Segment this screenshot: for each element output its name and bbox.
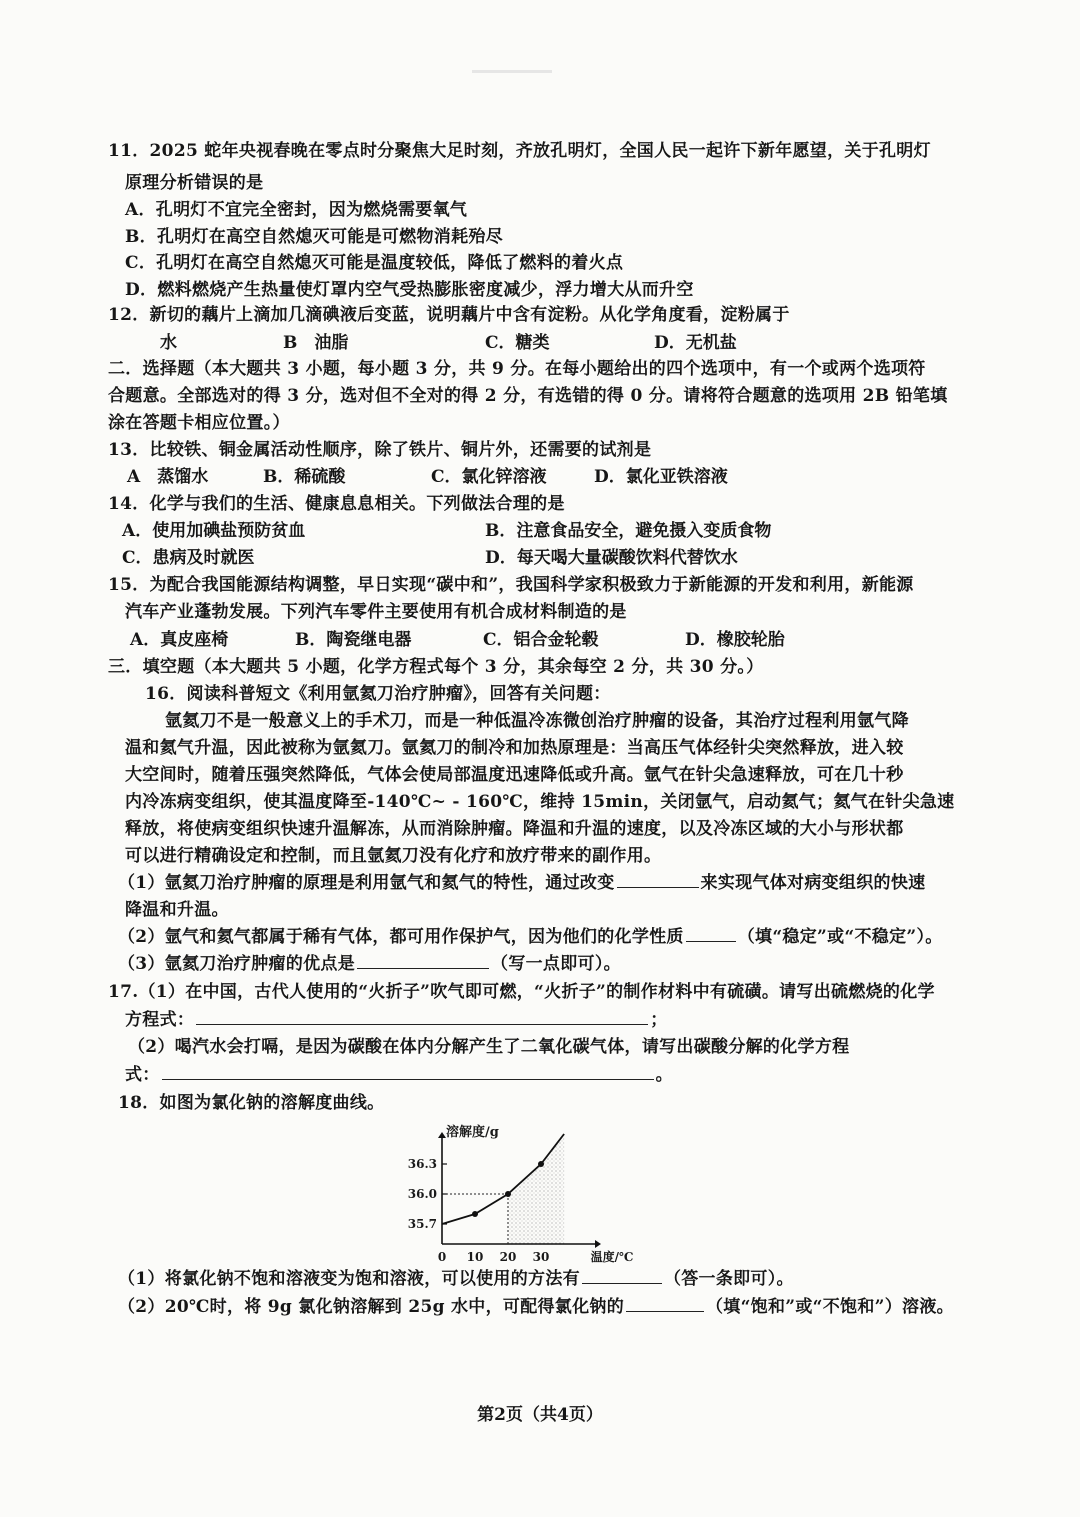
q17-sub1-blank[interactable] bbox=[196, 1010, 648, 1025]
q15-option-d: D．橡胶轮胎 bbox=[685, 630, 785, 650]
q17-sub1: 17.（1）在中国，古代人使用的“火折子”吹气即可燃，“火折子”的制作材料中有硫磺。请写出硫燃烧的化学 bbox=[108, 982, 935, 1002]
q15-option-a: A．真皮座椅 bbox=[130, 630, 229, 650]
x-tick-label: 10 bbox=[466, 1250, 484, 1264]
solubility-chart bbox=[395, 1122, 655, 1272]
q18-sub2-text-cont: （填“饱和”或“不饱和”）溶液。 bbox=[706, 1297, 954, 1317]
q18-sub1-blank[interactable] bbox=[582, 1269, 662, 1284]
page-footer: 第2页（共4页） bbox=[477, 1405, 603, 1425]
q16-sub2-blank[interactable] bbox=[686, 927, 736, 942]
q11-option-b: B．孔明灯在高空自然熄灭可能是可燃物消耗殆尽 bbox=[125, 227, 503, 247]
q17-sub2-end: 。 bbox=[655, 1065, 673, 1085]
q18-sub1-text: （1）将氯化钠不饱和溶液变为饱和溶液，可以使用的方法有 bbox=[118, 1269, 580, 1289]
q15-stem-cont: 汽车产业蓬勃发展。下列汽车零件主要使用有机合成材料制造的是 bbox=[125, 602, 627, 622]
x-tick-label: 30 bbox=[532, 1250, 550, 1264]
data-point bbox=[472, 1211, 478, 1217]
q16-sub3-text: （3）氩氦刀治疗肿瘤的优点是 bbox=[118, 954, 356, 974]
q16-passage-6: 可以进行精确设定和控制，而且氩氦刀没有化疗和放疗带来的副作用。 bbox=[125, 846, 662, 866]
q16-passage-1: 氩氦刀不是一般意义上的手术刀，而是一种低温冷冻微创治疗肿瘤的设备，其治疗过程利用氩气降 bbox=[165, 711, 909, 731]
q13-stem: 13．比较铁、铜金属活动性顺序，除了铁片、铜片外，还需要的试剂是 bbox=[108, 440, 652, 460]
q12-option-c: C．糖类 bbox=[485, 333, 550, 353]
q12-stem: 12．新切的藕片上滴加几滴碘液后变蓝，说明藕片中含有淀粉。从化学角度看，淀粉属于 bbox=[108, 305, 790, 325]
scan-mark bbox=[472, 70, 552, 73]
q17-sub1-label: 方程式： bbox=[125, 1010, 195, 1030]
y-tick-label: 36.0 bbox=[407, 1187, 437, 1201]
q16-intro: 16．阅读科普短文《利用氩氦刀治疗肿瘤》，回答有关问题： bbox=[145, 684, 611, 704]
x-axis-arrow bbox=[595, 1240, 601, 1248]
q17-sub2-label: 式： bbox=[125, 1065, 160, 1085]
q18-sub1-text-cont: （答一条即可）。 bbox=[663, 1269, 794, 1289]
q16-sub1-text-cont: 来实现气体对病变组织的快速 bbox=[700, 873, 926, 893]
q13-option-a: A 蒸馏水 bbox=[127, 467, 209, 487]
data-point bbox=[505, 1191, 511, 1197]
data-point bbox=[538, 1161, 544, 1167]
q18-sub2 bbox=[118, 1296, 954, 1318]
q16-sub2-text: （2）氩气和氦气都属于稀有气体，都可用作保护气，因为他们的化学性质 bbox=[118, 927, 684, 947]
q16-sub1-blank[interactable] bbox=[617, 873, 699, 888]
q17-sub2-blank[interactable] bbox=[162, 1065, 654, 1080]
q11-option-d: D．燃料燃烧产生热量使灯罩内空气受热膨胀密度减少，浮力增大从而升空 bbox=[125, 280, 694, 300]
y-axis-label: 溶解度/g bbox=[446, 1125, 499, 1140]
q17-sub2: （2）喝汽水会打嗝，是因为碳酸在体内分解产生了二氧化碳气体，请写出碳酸分解的化学方程 bbox=[128, 1037, 850, 1057]
q12-option-b: B 油脂 bbox=[283, 333, 349, 353]
q16-sub2 bbox=[118, 926, 943, 948]
section3-heading: 三．填空题（本大题共 5 小题，化学方程式每个 3 分，其余每空 2 分，共 30 分。） bbox=[108, 657, 764, 677]
section2-heading: 二．选择题（本大题共 3 小题，每小题 3 分，共 9 分。在每小题给出的四个选项中，有一个或两个选项符 bbox=[108, 359, 926, 379]
q14-option-c: C．患病及时就医 bbox=[122, 548, 255, 568]
q16-passage-3: 大空间时，随着压强突然降低，气体会使局部温度迅速降低或升高。氩气在针尖急速释放，可在几十秒 bbox=[125, 765, 904, 785]
q11-option-a: A．孔明灯不宜完全密封，因为燃烧需要氧气 bbox=[125, 200, 468, 220]
q11-stem-cont: 原理分析错误的是 bbox=[125, 173, 264, 193]
q16-sub1-end: 降温和升温。 bbox=[125, 900, 229, 920]
q14-option-a: A．使用加碘盐预防贫血 bbox=[122, 521, 306, 541]
q14-option-b: B．注意食品安全，避免摄入变质食物 bbox=[485, 521, 772, 541]
q18-sub2-text: （2）20℃时，将 9g 氯化钠溶解到 25g 水中，可配得氯化钠的 bbox=[118, 1297, 624, 1317]
q17-sub1-answer bbox=[125, 1009, 668, 1031]
q18-stem: 18．如图为氯化钠的溶解度曲线。 bbox=[118, 1093, 385, 1113]
q16-passage-4: 内冷冻病变组织，使其温度降至-140℃~ - 160℃，维持 15min，关闭氩气，启动氦气；氦气在针尖急速 bbox=[125, 792, 955, 812]
y-axis-arrow bbox=[438, 1132, 446, 1138]
q15-stem: 15．为配合我国能源结构调整，早日实现“碳中和”，我国科学家积极致力于新能源的开发和利用，新能源 bbox=[108, 575, 914, 595]
q16-sub3 bbox=[118, 953, 621, 975]
q15-option-c: C．铝合金轮毂 bbox=[483, 630, 599, 650]
q18-sub1 bbox=[118, 1268, 794, 1290]
saturated-region bbox=[508, 1134, 564, 1244]
q16-passage-5: 释放，将使病变组织快速升温解冻，从而消除肿瘤。降温和升温的速度，以及冷冻区域的大小与形状都 bbox=[125, 819, 904, 839]
q18-sub2-blank[interactable] bbox=[626, 1297, 704, 1312]
section2-heading-cont: 合题意。全部选对的得 3 分，选对但不全对的得 2 分，有选错的得 0 分。请将符合题意的选项用 2B 铅笔填 bbox=[108, 386, 948, 406]
q13-option-d: D．氯化亚铁溶液 bbox=[594, 467, 728, 487]
q16-sub3-blank[interactable] bbox=[357, 954, 489, 969]
q17-sub1-end: ； bbox=[650, 1010, 668, 1030]
x-axis-label: 温度/℃ bbox=[590, 1250, 634, 1264]
q13-option-c: C．氯化锌溶液 bbox=[431, 467, 547, 487]
q14-option-d: D．每天喝大量碳酸饮料代替饮水 bbox=[485, 548, 738, 568]
q11-option-c: C．孔明灯在高空自然熄灭可能是温度较低，降低了燃料的着火点 bbox=[125, 253, 624, 273]
q16-sub2-text-cont: （填“稳定”或“不稳定”）。 bbox=[737, 927, 943, 947]
q11-stem: 11．2025 蛇年央视春晚在零点时分聚焦大足时刻，齐放孔明灯，全国人民一起许下新年愿望，关于孔明灯 bbox=[108, 141, 931, 161]
q15-option-b: B．陶瓷继电器 bbox=[295, 630, 412, 650]
section2-heading-end: 涂在答题卡相应位置。） bbox=[108, 413, 290, 433]
y-tick-label: 35.7 bbox=[407, 1217, 437, 1231]
y-tick-label: 36.3 bbox=[407, 1157, 437, 1171]
x-tick-label: 0 bbox=[437, 1250, 447, 1264]
q17-sub2-answer bbox=[125, 1064, 673, 1086]
q16-sub1 bbox=[118, 872, 925, 894]
q16-sub3-text-cont: （写一点即可）。 bbox=[491, 954, 621, 974]
q13-option-b: B．稀硫酸 bbox=[263, 467, 346, 487]
q14-stem: 14．化学与我们的生活、健康息息相关。下列做法合理的是 bbox=[108, 494, 565, 514]
q12-option-d: D．无机盐 bbox=[654, 333, 737, 353]
q16-sub1-text: （1）氩氦刀治疗肿瘤的原理是利用氩气和氦气的特性，通过改变 bbox=[118, 873, 615, 893]
x-tick-label: 20 bbox=[499, 1250, 517, 1264]
q12-option-a: 水 bbox=[160, 333, 177, 353]
q16-passage-2: 温和氦气升温，因此被称为氩氦刀。氩氦刀的制冷和加热原理是：当高压气体经针尖突然释放，进入较 bbox=[125, 738, 904, 758]
